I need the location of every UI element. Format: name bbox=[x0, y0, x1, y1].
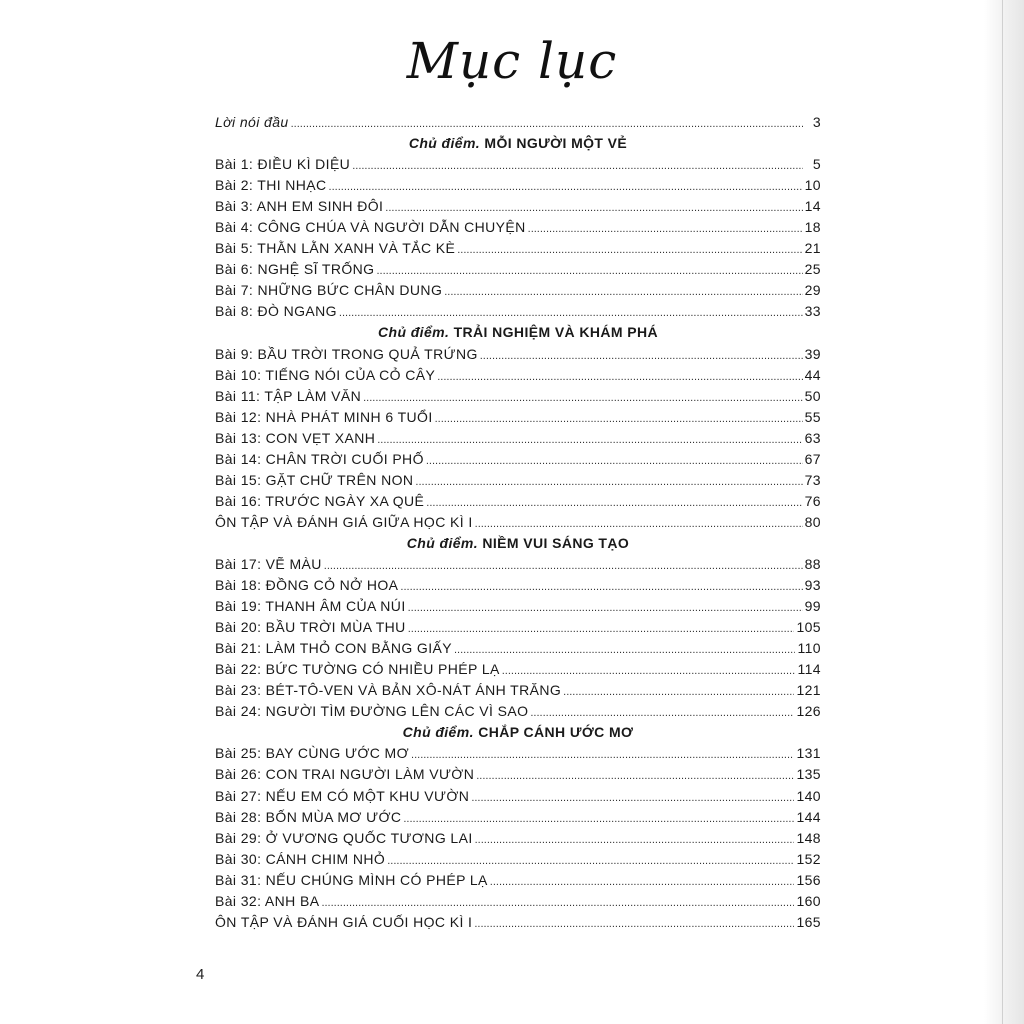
toc-entry-page: 80 bbox=[804, 513, 821, 530]
toc-entry-page: 44 bbox=[804, 366, 821, 383]
toc-entry[interactable] bbox=[215, 638, 821, 659]
toc-entry-title: Bài 32: ANH BA bbox=[215, 892, 320, 909]
toc-entry-title: Lời nói đầu bbox=[215, 114, 289, 130]
dot-leader bbox=[291, 114, 803, 135]
toc-entry-title: ÔN TẬP VÀ ĐÁNH GIÁ CUỐI HỌC KÌ I bbox=[215, 913, 473, 930]
dot-leader bbox=[426, 493, 802, 514]
toc-section-heading bbox=[215, 533, 821, 554]
page-number: 4 bbox=[196, 966, 205, 983]
toc-entry-title: Bài 27: NẾU EM CÓ MỘT KHU VƯỜN bbox=[215, 787, 470, 804]
toc-entry-title: Bài 16: TRƯỚC NGÀY XA QUÊ bbox=[215, 492, 425, 509]
toc-entry-page: 76 bbox=[804, 492, 821, 509]
toc-entry-page: 88 bbox=[804, 555, 821, 572]
dot-leader bbox=[475, 514, 803, 535]
toc-entry-title: Bài 1: ĐIỀU KÌ DIỆU bbox=[215, 156, 351, 173]
dot-leader bbox=[563, 682, 794, 703]
dot-leader bbox=[444, 282, 802, 303]
toc-entry-page: 63 bbox=[804, 429, 821, 446]
toc-entry-page: 110 bbox=[797, 640, 821, 657]
toc-entry-page: 105 bbox=[796, 619, 821, 636]
toc-entry-title: Bài 31: NẾU CHÚNG MÌNH CÓ PHÉP LẠ bbox=[215, 871, 488, 888]
toc-entry-title: Bài 13: CON VẸT XANH bbox=[215, 429, 376, 446]
toc-entry-title: Bài 14: CHÂN TRỜI CUỐI PHỐ bbox=[215, 450, 424, 467]
dot-leader bbox=[480, 346, 803, 367]
toc-entry-page: 148 bbox=[796, 829, 821, 846]
page-edge-line bbox=[1002, 0, 1003, 1024]
toc-entry-page: 99 bbox=[804, 598, 821, 615]
toc-entry-title: Bài 28: BỐN MÙA MƠ ƯỚC bbox=[215, 808, 402, 825]
dot-leader bbox=[329, 177, 803, 198]
toc-entry-page: 144 bbox=[796, 808, 821, 825]
toc-entry[interactable] bbox=[215, 596, 821, 617]
page-title: Mục lục bbox=[406, 32, 618, 90]
toc-entry-page: 131 bbox=[796, 745, 821, 762]
toc-entry-title: Bài 6: NGHỆ SĨ TRỐNG bbox=[215, 261, 375, 278]
toc-entry[interactable] bbox=[215, 701, 821, 722]
dot-leader bbox=[387, 851, 794, 872]
toc-entry-page: 21 bbox=[804, 240, 821, 257]
toc-entry-page: 29 bbox=[804, 282, 821, 299]
toc-entry[interactable] bbox=[215, 112, 821, 133]
toc-entry-page: 50 bbox=[804, 387, 821, 404]
toc-entry-page: 140 bbox=[796, 787, 821, 804]
dot-leader bbox=[403, 809, 794, 830]
toc-entry-title: Bài 12: NHÀ PHÁT MINH 6 TUỔI bbox=[215, 408, 433, 425]
toc-entry[interactable] bbox=[215, 575, 821, 596]
toc-entry[interactable] bbox=[215, 280, 821, 301]
toc-entry[interactable] bbox=[215, 175, 821, 196]
dot-leader bbox=[408, 598, 803, 619]
toc-section-heading bbox=[215, 722, 821, 743]
toc-entry-page: 135 bbox=[796, 766, 821, 783]
toc-entry-title: Bài 18: ĐỒNG CỎ NỞ HOA bbox=[215, 577, 399, 594]
toc-entry-title: Bài 9: BẦU TRỜI TRONG QUẢ TRỨNG bbox=[215, 345, 478, 362]
toc-entry-page: 126 bbox=[796, 703, 821, 720]
toc-entry-page: 165 bbox=[796, 913, 821, 930]
dot-leader bbox=[475, 830, 795, 851]
toc-entry[interactable] bbox=[215, 743, 821, 764]
dot-leader bbox=[377, 430, 802, 451]
toc-entry-title: Bài 8: ĐÒ NGANG bbox=[215, 303, 337, 320]
table-of-contents bbox=[215, 112, 821, 933]
dot-leader bbox=[352, 156, 803, 177]
toc-entry-title: Bài 30: CÁNH CHIM NHỎ bbox=[215, 850, 386, 867]
toc-entry-page: 3 bbox=[812, 114, 821, 130]
toc-entry-title: Bài 10: TIẾNG NÓI CỦA CỎ CÂY bbox=[215, 366, 436, 383]
toc-entry[interactable] bbox=[215, 449, 821, 470]
toc-entry[interactable] bbox=[215, 680, 821, 701]
toc-entry[interactable] bbox=[215, 470, 821, 491]
toc-entry[interactable] bbox=[215, 238, 821, 259]
toc-entry-page: 10 bbox=[804, 177, 821, 194]
toc-entry-page: 152 bbox=[796, 850, 821, 867]
toc-entry-title: Bài 29: Ở VƯƠNG QUỐC TƯƠNG LAI bbox=[215, 829, 473, 846]
toc-entry-title: ÔN TẬP VÀ ĐÁNH GIÁ GIỮA HỌC KÌ I bbox=[215, 513, 473, 530]
toc-entry[interactable] bbox=[215, 428, 821, 449]
toc-entry-page: 55 bbox=[804, 408, 821, 425]
toc-entry-page: 156 bbox=[796, 871, 821, 888]
toc-entry[interactable] bbox=[215, 891, 821, 912]
toc-entry[interactable] bbox=[215, 344, 821, 365]
toc-entry-title: Bài 11: TẬP LÀM VĂN bbox=[215, 387, 362, 404]
toc-entry-page: 33 bbox=[804, 303, 821, 320]
toc-entry-page: 93 bbox=[804, 577, 821, 594]
toc-entry-page: 67 bbox=[804, 450, 821, 467]
toc-entry[interactable] bbox=[215, 849, 821, 870]
section-name: CHẮP CÁNH ƯỚC MƠ bbox=[478, 724, 634, 741]
section-prefix: Chủ điểm. bbox=[378, 324, 450, 341]
dot-leader bbox=[476, 766, 794, 787]
toc-entry-page: 18 bbox=[804, 219, 821, 236]
toc-entry-title: Bài 7: NHỮNG BỨC CHÂN DUNG bbox=[215, 282, 443, 299]
toc-entry[interactable] bbox=[215, 386, 821, 407]
dot-leader bbox=[324, 556, 803, 577]
toc-entry-page: 160 bbox=[796, 892, 821, 909]
toc-entry[interactable] bbox=[215, 554, 821, 575]
toc-entry[interactable] bbox=[215, 154, 821, 175]
toc-entry-title: Bài 3: ANH EM SINH ĐÔI bbox=[215, 198, 384, 215]
toc-entry-title: Bài 23: BÉT-TÔ-VEN VÀ BẢN XÔ-NÁT ÁNH TRĂNG bbox=[215, 682, 562, 699]
dot-leader bbox=[471, 788, 794, 809]
toc-entry[interactable] bbox=[215, 912, 821, 933]
dot-leader bbox=[502, 661, 796, 682]
toc-entry[interactable] bbox=[215, 365, 821, 386]
dot-leader bbox=[411, 745, 794, 766]
toc-entry-title: Bài 21: LÀM THỎ CON BẰNG GIẤY bbox=[215, 640, 452, 657]
dot-leader bbox=[437, 367, 802, 388]
page-edge bbox=[984, 0, 1024, 1024]
toc-entry[interactable] bbox=[215, 870, 821, 891]
toc-entry[interactable] bbox=[215, 786, 821, 807]
dot-leader bbox=[400, 577, 802, 598]
toc-section-heading bbox=[215, 133, 821, 154]
toc-entry[interactable] bbox=[215, 659, 821, 680]
toc-entry-page: 73 bbox=[804, 471, 821, 488]
section-name: TRẢI NGHIỆM VÀ KHÁM PHÁ bbox=[453, 324, 658, 341]
toc-entry[interactable] bbox=[215, 828, 821, 849]
toc-entry[interactable] bbox=[215, 217, 821, 238]
dot-leader bbox=[408, 619, 795, 640]
toc-entry-title: Bài 4: CÔNG CHÚA VÀ NGƯỜI DẪN CHUYỆN bbox=[215, 219, 526, 236]
dot-leader bbox=[339, 303, 803, 324]
toc-entry-title: Bài 25: BAY CÙNG ƯỚC MƠ bbox=[215, 745, 410, 762]
toc-section-heading bbox=[215, 322, 821, 343]
dot-leader bbox=[454, 640, 796, 661]
dot-leader bbox=[528, 219, 803, 240]
toc-entry-title: Bài 19: THANH ÂM CỦA NÚI bbox=[215, 598, 406, 615]
toc-entry-title: Bài 5: THẰN LẰN XANH VÀ TẮC KÈ bbox=[215, 240, 456, 257]
toc-entry[interactable] bbox=[215, 301, 821, 322]
toc-entry[interactable] bbox=[215, 764, 821, 785]
dot-leader bbox=[321, 893, 794, 914]
toc-entry-title: Bài 24: NGƯỜI TÌM ĐƯỜNG LÊN CÁC VÌ SAO bbox=[215, 703, 529, 720]
toc-entry-page: 14 bbox=[804, 198, 821, 215]
section-prefix: Chủ điểm. bbox=[402, 724, 474, 741]
dot-leader bbox=[415, 472, 802, 493]
toc-entry[interactable] bbox=[215, 491, 821, 512]
toc-entry-page: 25 bbox=[804, 261, 821, 278]
toc-entry[interactable] bbox=[215, 407, 821, 428]
toc-entry-title: Bài 15: GẶT CHỮ TRÊN NON bbox=[215, 471, 414, 488]
dot-leader bbox=[490, 872, 795, 893]
section-prefix: Chủ điểm. bbox=[406, 534, 479, 551]
toc-entry[interactable] bbox=[215, 512, 821, 533]
toc-entry[interactable] bbox=[215, 617, 821, 638]
toc-entry-page: 39 bbox=[804, 345, 821, 362]
toc-entry-title: Bài 22: BỨC TƯỜNG CÓ NHIỀU PHÉP LẠ bbox=[215, 661, 500, 678]
toc-entry-title: Bài 20: BẦU TRỜI MÙA THU bbox=[215, 619, 406, 636]
toc-entry[interactable] bbox=[215, 196, 821, 217]
toc-entry-page: 121 bbox=[796, 682, 821, 699]
section-name: NIỀM VUI SÁNG TẠO bbox=[482, 534, 630, 551]
dot-leader bbox=[426, 451, 803, 472]
toc-entry-page: 5 bbox=[812, 156, 821, 173]
dot-leader bbox=[474, 914, 794, 935]
toc-entry-title: Bài 17: VẼ MÀU bbox=[215, 555, 322, 572]
toc-entry[interactable] bbox=[215, 807, 821, 828]
dot-leader bbox=[435, 409, 803, 430]
dot-leader bbox=[363, 388, 803, 409]
section-name: MỖI NGƯỜI MỘT VẺ bbox=[484, 135, 628, 152]
dot-leader bbox=[376, 261, 802, 282]
toc-entry[interactable] bbox=[215, 259, 821, 280]
toc-entry-title: Bài 26: CON TRAI NGƯỜI LÀM VƯỜN bbox=[215, 766, 475, 783]
section-prefix: Chủ điểm. bbox=[408, 135, 481, 152]
toc-entry-title: Bài 2: THI NHẠC bbox=[215, 177, 327, 194]
toc-entry-page: 114 bbox=[797, 661, 821, 678]
dot-leader bbox=[530, 703, 794, 724]
dot-leader bbox=[457, 240, 802, 261]
dot-leader bbox=[385, 198, 802, 219]
